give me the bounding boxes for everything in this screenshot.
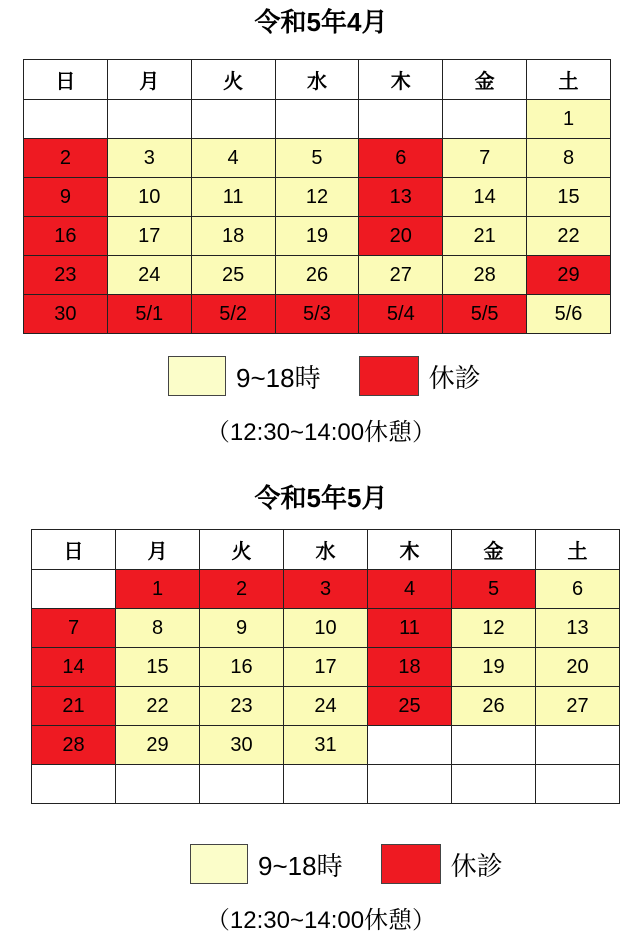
empty-day-cell <box>368 726 452 765</box>
open-day-cell: 23 <box>200 687 284 726</box>
open-day-cell: 30 <box>200 726 284 765</box>
open-hours-swatch <box>168 356 226 396</box>
closed-day-cell: 5/3 <box>275 295 359 334</box>
open-day-cell: 26 <box>452 687 536 726</box>
open-hours-label: 9~18時 <box>258 850 343 881</box>
weekday-header: 火 <box>200 530 284 570</box>
empty-day-cell <box>368 765 452 804</box>
legend-april <box>168 356 481 396</box>
open-day-cell: 8 <box>116 609 200 648</box>
closed-day-cell: 2 <box>200 570 284 609</box>
weekday-header: 日 <box>32 530 116 570</box>
empty-day-cell <box>32 570 116 609</box>
week-row <box>32 765 620 804</box>
weekday-header: 土 <box>527 60 611 100</box>
empty-day-cell <box>536 765 620 804</box>
weekday-header: 土 <box>536 530 620 570</box>
empty-day-cell <box>32 765 116 804</box>
week-row <box>24 295 611 334</box>
week-row <box>32 570 620 609</box>
closed-day-cell: 5/1 <box>107 295 191 334</box>
closed-day-label: 休診 <box>428 362 481 393</box>
weekday-header: 木 <box>359 60 443 100</box>
calendar-table-april <box>23 59 611 334</box>
closed-day-cell: 28 <box>32 726 116 765</box>
open-day-cell: 25 <box>191 256 275 295</box>
open-day-cell: 17 <box>284 648 368 687</box>
open-day-cell: 14 <box>443 178 527 217</box>
open-day-cell: 5/6 <box>527 295 611 334</box>
week-row <box>32 726 620 765</box>
weekday-header: 木 <box>368 530 452 570</box>
closed-day-cell: 14 <box>32 648 116 687</box>
empty-day-cell <box>116 765 200 804</box>
open-day-cell: 9 <box>200 609 284 648</box>
week-row <box>24 139 611 178</box>
open-day-cell: 24 <box>284 687 368 726</box>
closed-day-cell: 11 <box>368 609 452 648</box>
open-day-cell: 26 <box>275 256 359 295</box>
open-day-cell: 13 <box>536 609 620 648</box>
weekday-header: 日 <box>24 60 108 100</box>
closed-day-cell: 1 <box>116 570 200 609</box>
closed-day-cell: 23 <box>24 256 108 295</box>
closed-day-cell: 5/4 <box>359 295 443 334</box>
open-day-cell: 11 <box>191 178 275 217</box>
closed-day-cell: 7 <box>32 609 116 648</box>
closed-day-swatch <box>359 356 419 396</box>
open-day-cell: 4 <box>191 139 275 178</box>
open-hours-label: 9~18時 <box>236 362 321 393</box>
empty-day-cell <box>452 765 536 804</box>
open-day-cell: 10 <box>107 178 191 217</box>
open-day-cell: 3 <box>107 139 191 178</box>
week-row <box>24 256 611 295</box>
open-day-cell: 16 <box>200 648 284 687</box>
open-hours-swatch <box>190 844 248 884</box>
open-day-cell: 27 <box>536 687 620 726</box>
closed-day-cell: 30 <box>24 295 108 334</box>
empty-day-cell <box>200 765 284 804</box>
open-day-cell: 31 <box>284 726 368 765</box>
empty-day-cell <box>107 100 191 139</box>
week-row <box>32 609 620 648</box>
week-row <box>24 100 611 139</box>
closed-day-cell: 18 <box>368 648 452 687</box>
open-day-cell: 10 <box>284 609 368 648</box>
weekday-header: 月 <box>116 530 200 570</box>
break-time-note-may: （12:30~14:00休憩） <box>205 907 437 934</box>
legend-may <box>190 844 503 884</box>
open-day-cell: 20 <box>536 648 620 687</box>
closed-day-cell: 5 <box>452 570 536 609</box>
closed-day-cell: 20 <box>359 217 443 256</box>
open-day-cell: 29 <box>116 726 200 765</box>
weekday-header: 金 <box>452 530 536 570</box>
calendar-title-april: 令和5年4月 <box>254 7 388 37</box>
empty-day-cell <box>284 765 368 804</box>
closed-day-cell: 9 <box>24 178 108 217</box>
empty-day-cell <box>191 100 275 139</box>
open-day-cell: 18 <box>191 217 275 256</box>
empty-day-cell <box>452 726 536 765</box>
open-day-cell: 15 <box>527 178 611 217</box>
open-day-cell: 19 <box>275 217 359 256</box>
empty-day-cell <box>275 100 359 139</box>
closed-day-cell: 6 <box>359 139 443 178</box>
empty-day-cell <box>536 726 620 765</box>
closed-day-cell: 3 <box>284 570 368 609</box>
closed-day-cell: 4 <box>368 570 452 609</box>
weekday-header: 水 <box>284 530 368 570</box>
empty-day-cell <box>359 100 443 139</box>
closed-day-cell: 25 <box>368 687 452 726</box>
open-day-cell: 17 <box>107 217 191 256</box>
calendar-title-may: 令和5年5月 <box>254 483 388 513</box>
weekday-header: 月 <box>107 60 191 100</box>
weekday-header: 水 <box>275 60 359 100</box>
weekday-header: 火 <box>191 60 275 100</box>
open-day-cell: 19 <box>452 648 536 687</box>
open-day-cell: 7 <box>443 139 527 178</box>
open-day-cell: 12 <box>452 609 536 648</box>
closed-day-swatch <box>381 844 441 884</box>
open-day-cell: 15 <box>116 648 200 687</box>
open-day-cell: 6 <box>536 570 620 609</box>
closed-day-cell: 2 <box>24 139 108 178</box>
closed-day-cell: 5/2 <box>191 295 275 334</box>
open-day-cell: 8 <box>527 139 611 178</box>
open-day-cell: 22 <box>116 687 200 726</box>
closed-day-cell: 21 <box>32 687 116 726</box>
open-day-cell: 27 <box>359 256 443 295</box>
break-time-note-april: （12:30~14:00休憩） <box>205 419 437 446</box>
closed-day-cell: 5/5 <box>443 295 527 334</box>
open-day-cell: 22 <box>527 217 611 256</box>
closed-day-cell: 29 <box>527 256 611 295</box>
week-row <box>32 648 620 687</box>
empty-day-cell <box>24 100 108 139</box>
week-row <box>24 217 611 256</box>
calendar-table-may <box>31 529 620 804</box>
weekday-header: 金 <box>443 60 527 100</box>
week-row <box>24 178 611 217</box>
open-day-cell: 24 <box>107 256 191 295</box>
week-row <box>32 687 620 726</box>
open-day-cell: 21 <box>443 217 527 256</box>
empty-day-cell <box>443 100 527 139</box>
open-day-cell: 1 <box>527 100 611 139</box>
closed-day-cell: 16 <box>24 217 108 256</box>
open-day-cell: 12 <box>275 178 359 217</box>
closed-day-label: 休診 <box>450 850 503 881</box>
closed-day-cell: 13 <box>359 178 443 217</box>
open-day-cell: 5 <box>275 139 359 178</box>
open-day-cell: 28 <box>443 256 527 295</box>
